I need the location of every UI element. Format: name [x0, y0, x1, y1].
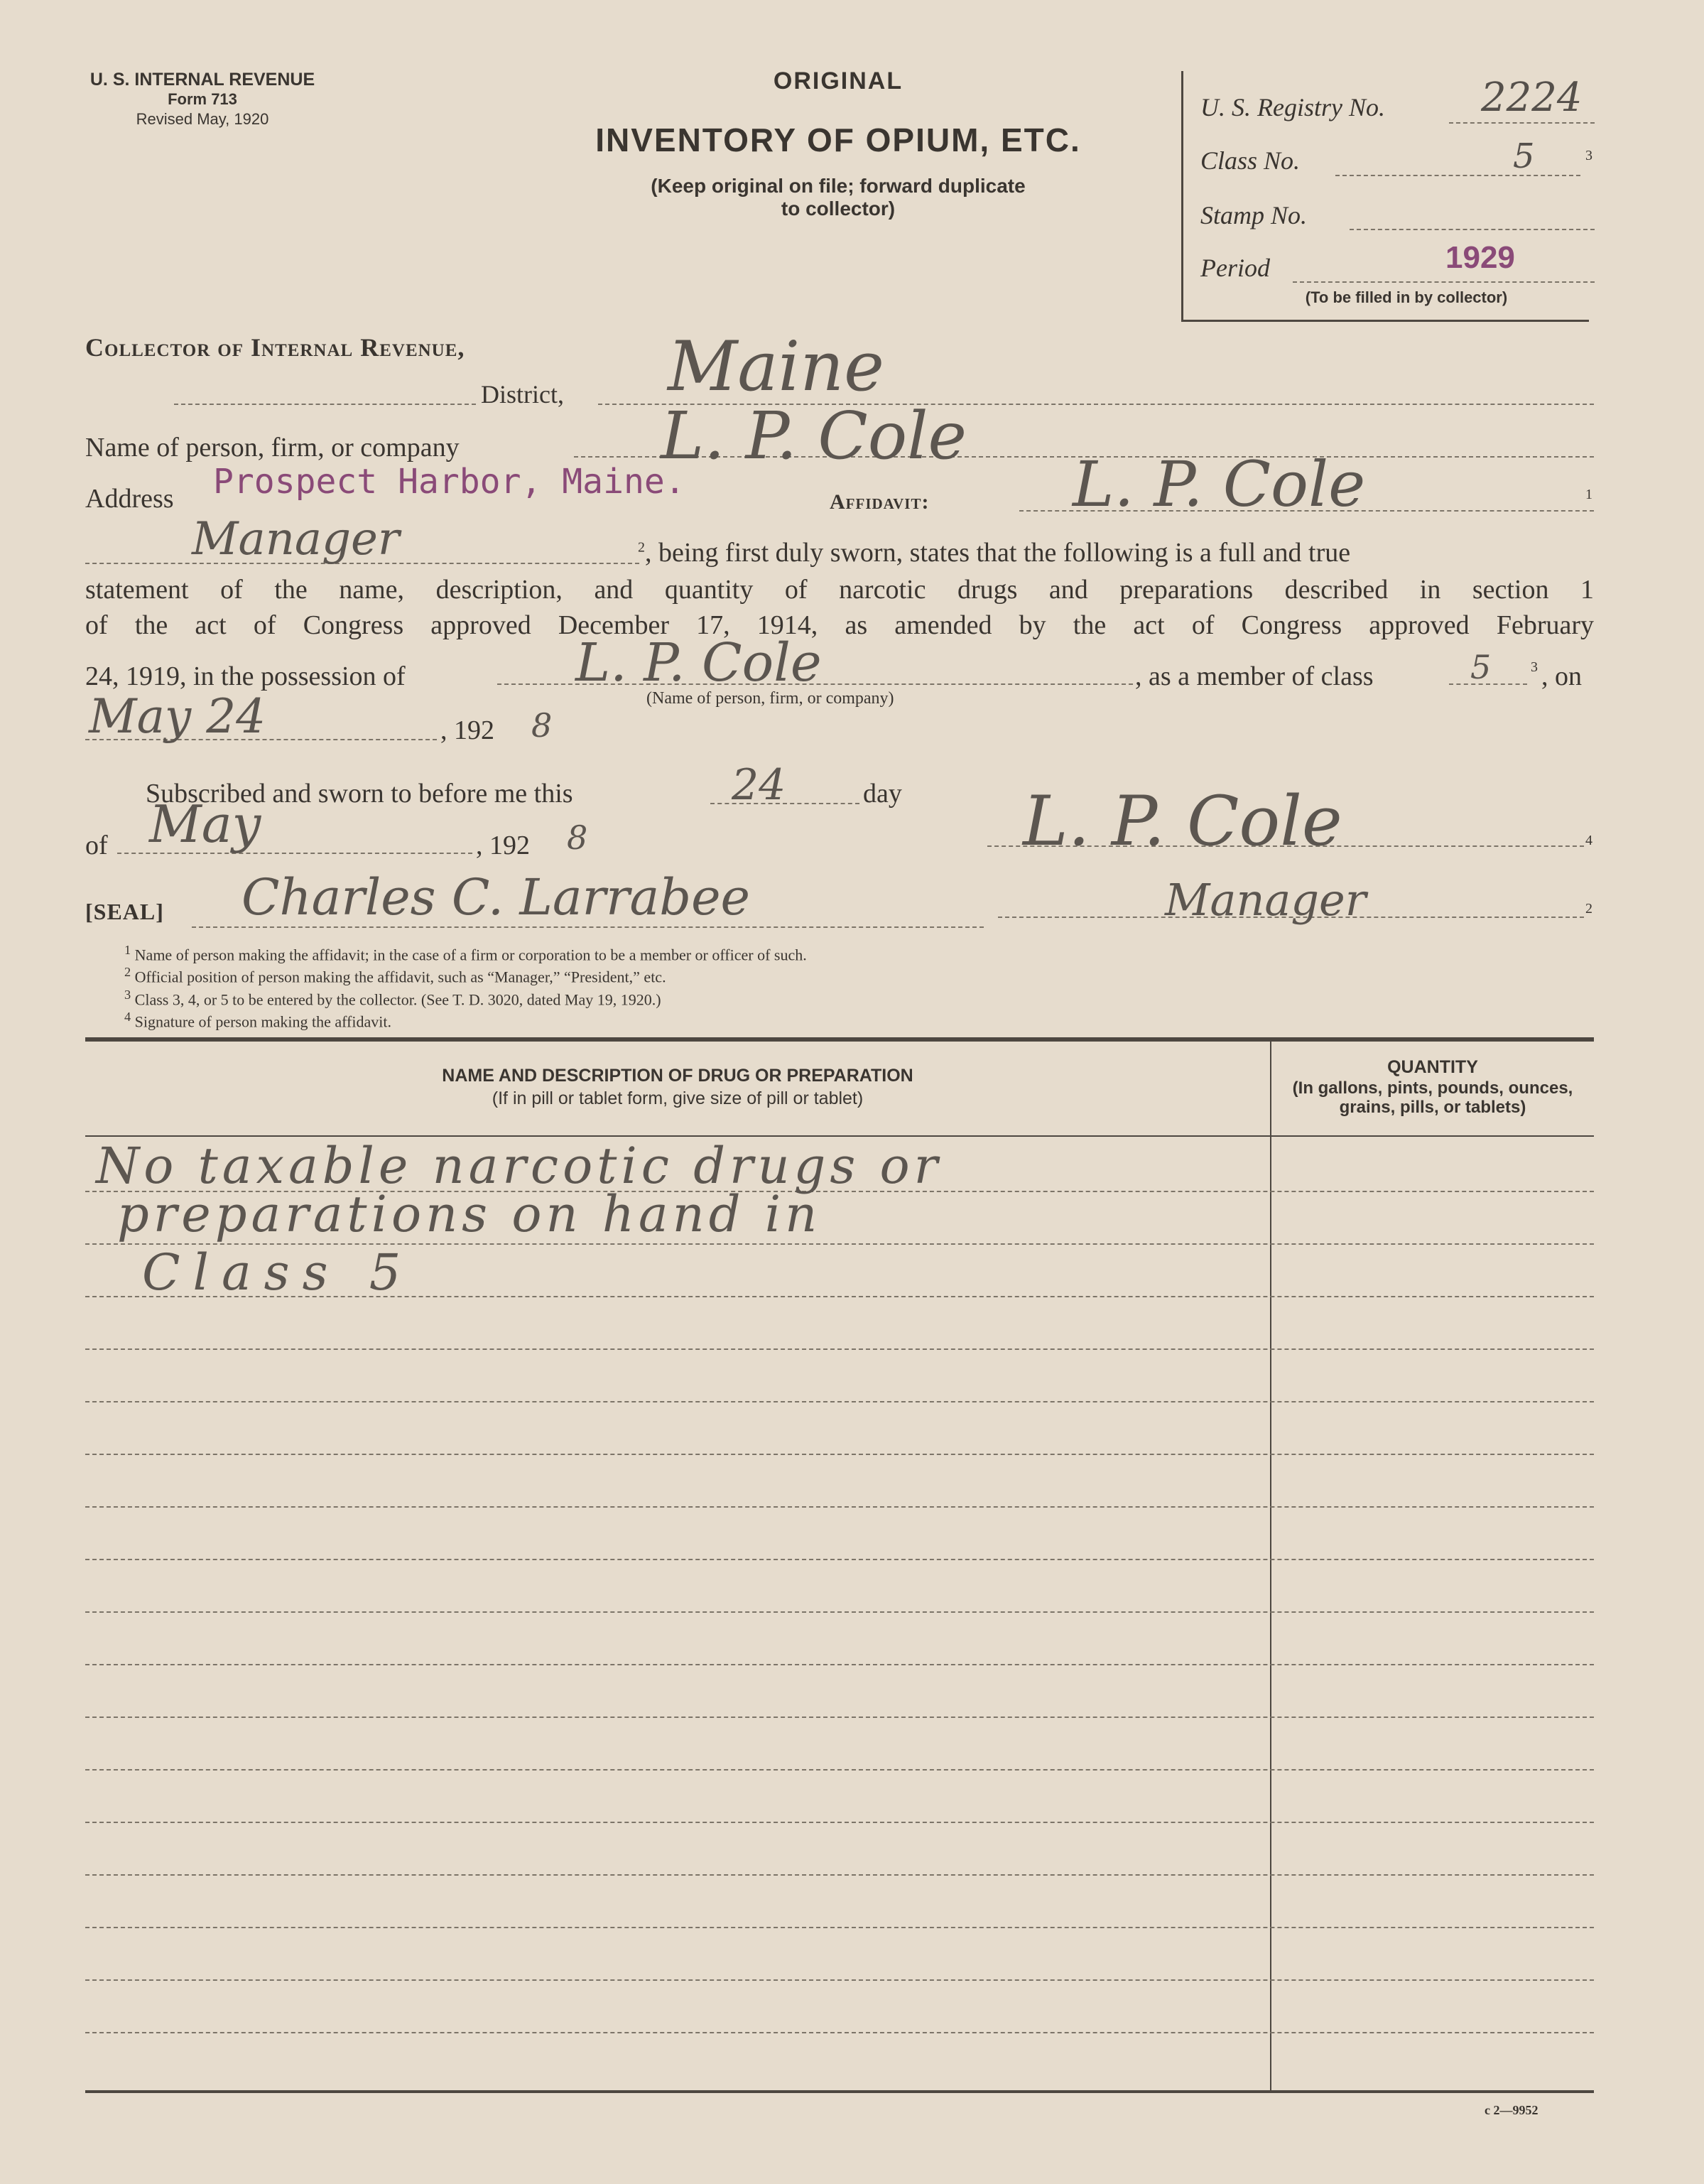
stamp-label: Stamp No.: [1200, 201, 1308, 229]
table-row-line: [85, 1979, 1594, 1981]
registry-label: U. S. Registry No.: [1200, 93, 1385, 121]
statement-class-value: 5: [1470, 648, 1492, 686]
class-footnote-ref: 3: [1585, 148, 1592, 163]
table-entry-3: Class 5: [142, 1243, 414, 1302]
table-row-line: [85, 1717, 1594, 1718]
subscribed-text: Subscribed and sworn to before me this: [146, 779, 573, 809]
of-label: of: [85, 831, 108, 860]
district-prefix-line: [174, 404, 476, 405]
form-instruction-line-1: (Keep original on file; forward duplicate: [651, 175, 1026, 197]
collector-box-left-border: [1181, 71, 1183, 321]
oath-day-value: 24: [732, 760, 786, 810]
form-instruction-line-2: to collector): [781, 198, 896, 220]
oath-month-value: May: [149, 794, 261, 854]
day-label: day: [863, 779, 902, 809]
district-value: Maine: [668, 327, 884, 406]
table-bottom-rule: [85, 2090, 1594, 2093]
col1-subheader: (If in pill or tablet form, give size of pill or tablet): [492, 1088, 864, 1108]
statement-date-value: May 24: [89, 689, 266, 744]
footnote-2: $^2$ Official position of person making the affidavit, such as “Manager,” “President,” etc.: [124, 965, 666, 986]
affidavit-value: L. P. Cole: [1073, 448, 1366, 521]
affiant-title-value: Manager: [1165, 874, 1367, 926]
statement-line-2: statement of the name, description, and quantity of narcotic drugs and preparations described in section 1: [85, 575, 1594, 605]
address-label: Address: [85, 484, 174, 514]
table-row-line: [85, 1559, 1594, 1560]
class-number-value: 5: [1513, 136, 1535, 176]
table-row-line: [85, 1822, 1594, 1823]
table-row-line: [85, 1874, 1594, 1876]
possessor-value: L. P. Cole: [575, 632, 822, 693]
position-value: Manager: [192, 513, 400, 566]
statement-line-4-mid: , as a member of class: [1135, 661, 1374, 691]
statement-year-prefix: , 192: [440, 715, 494, 745]
registry-field-line: [1449, 122, 1595, 124]
class-field-line: [1335, 175, 1580, 176]
footnotes: [124, 941, 807, 1030]
print-code: c 2—9952: [1485, 2103, 1539, 2117]
statement-line-1: [638, 537, 1350, 568]
notary-signature: Charles C. Larrabee: [242, 868, 750, 926]
table-row-line: [85, 1348, 1594, 1350]
col1-header: NAME AND DESCRIPTION OF DRUG OR PREPARATION: [442, 1066, 913, 1086]
statement-line-1-text: , being first duly sworn, states that the following is a full and true: [645, 538, 1351, 568]
col2-subheader-2: grains, pills, or tablets): [1339, 1098, 1526, 1117]
form-title-block: [483, 67, 1193, 220]
statement-line-4-start: 24, 1919, in the possession of: [85, 661, 406, 691]
table-entry-2: preparations on hand in: [117, 1185, 822, 1243]
table-row-line: [85, 1454, 1594, 1455]
signature-footnote-ref: 4: [1585, 833, 1592, 848]
stamp-field-line: [1350, 229, 1595, 230]
district-label: District,: [481, 380, 564, 409]
table-row-line: [85, 1769, 1594, 1771]
table-row-line: [85, 1927, 1594, 1928]
oath-year-value: 8: [567, 818, 588, 857]
period-label: Period: [1200, 254, 1270, 282]
seal-label: [SEAL]: [85, 899, 164, 924]
statement-line-3: of the act of Congress approved December 17, 1914, as amended by the act of Congress approved February: [85, 610, 1594, 640]
name-label: Name of person, firm, or company: [85, 433, 460, 463]
col2-header: QUANTITY: [1387, 1057, 1478, 1077]
statement-line-4-end: , on: [1541, 661, 1582, 691]
agency-name: U. S. INTERNAL REVENUE: [89, 70, 315, 90]
title-footnote-ref: 2: [1585, 901, 1592, 917]
position-footnote-ref: 2: [638, 539, 645, 556]
affidavit-label: Affidavit:: [830, 490, 930, 514]
statement-year-value: 8: [531, 706, 553, 745]
table-row-line: [85, 1611, 1594, 1613]
footnote-4: $^4$ Signature of person making the affidavit.: [124, 1009, 391, 1031]
table-row-line: [85, 1664, 1594, 1665]
notary-field-line: [192, 926, 984, 928]
table-column-divider: [1270, 1042, 1271, 2092]
collector-heading: Collector of Internal Revenue,: [85, 333, 465, 362]
period-stamp-value: 1929: [1445, 240, 1515, 275]
collector-box-note: (To be filled in by collector): [1305, 288, 1508, 306]
copy-label: ORIGINAL: [773, 67, 903, 94]
affidavit-footnote-ref: 1: [1585, 487, 1592, 502]
oath-year-prefix: , 192: [476, 831, 530, 860]
footnote-3: $^3$ Class 3, 4, or 5 to be entered by the collector. (See T. D. 3020, dated May 19, 1920.): [124, 987, 661, 1008]
col2-subheader-1: (In gallons, pints, pounds, ounces,: [1292, 1079, 1573, 1098]
table-row-line: [85, 1506, 1594, 1508]
statement-class-footnote-ref: 3: [1531, 659, 1538, 675]
table-row-line: [85, 1401, 1594, 1402]
table-entry-1: No taxable narcotic drugs or: [96, 1137, 943, 1195]
period-field-line: [1293, 281, 1595, 283]
form-number: Form 713: [168, 90, 237, 108]
address-stamp-value: Prospect Harbor, Maine.: [213, 462, 685, 502]
table-top-rule: [85, 1037, 1594, 1042]
affiant-signature: L. P. Cole: [1023, 782, 1342, 861]
possessor-caption: (Name of person, firm, or company): [646, 689, 894, 708]
name-value: L. P. Cole: [661, 398, 967, 474]
form-revised-date: Revised May, 1920: [136, 110, 269, 128]
form-header-agency-block: [85, 70, 320, 129]
footnote-1: $^1$ Name of person making the affidavit; in the case of a firm or corporation to be a member or officer of such.: [124, 943, 807, 964]
class-label: Class No.: [1200, 146, 1301, 175]
form-title: INVENTORY OF OPIUM, ETC.: [595, 121, 1081, 158]
table-row-line: [85, 2032, 1594, 2033]
collector-box-bottom-border: [1181, 320, 1589, 322]
registry-number-value: 2224: [1481, 75, 1583, 121]
